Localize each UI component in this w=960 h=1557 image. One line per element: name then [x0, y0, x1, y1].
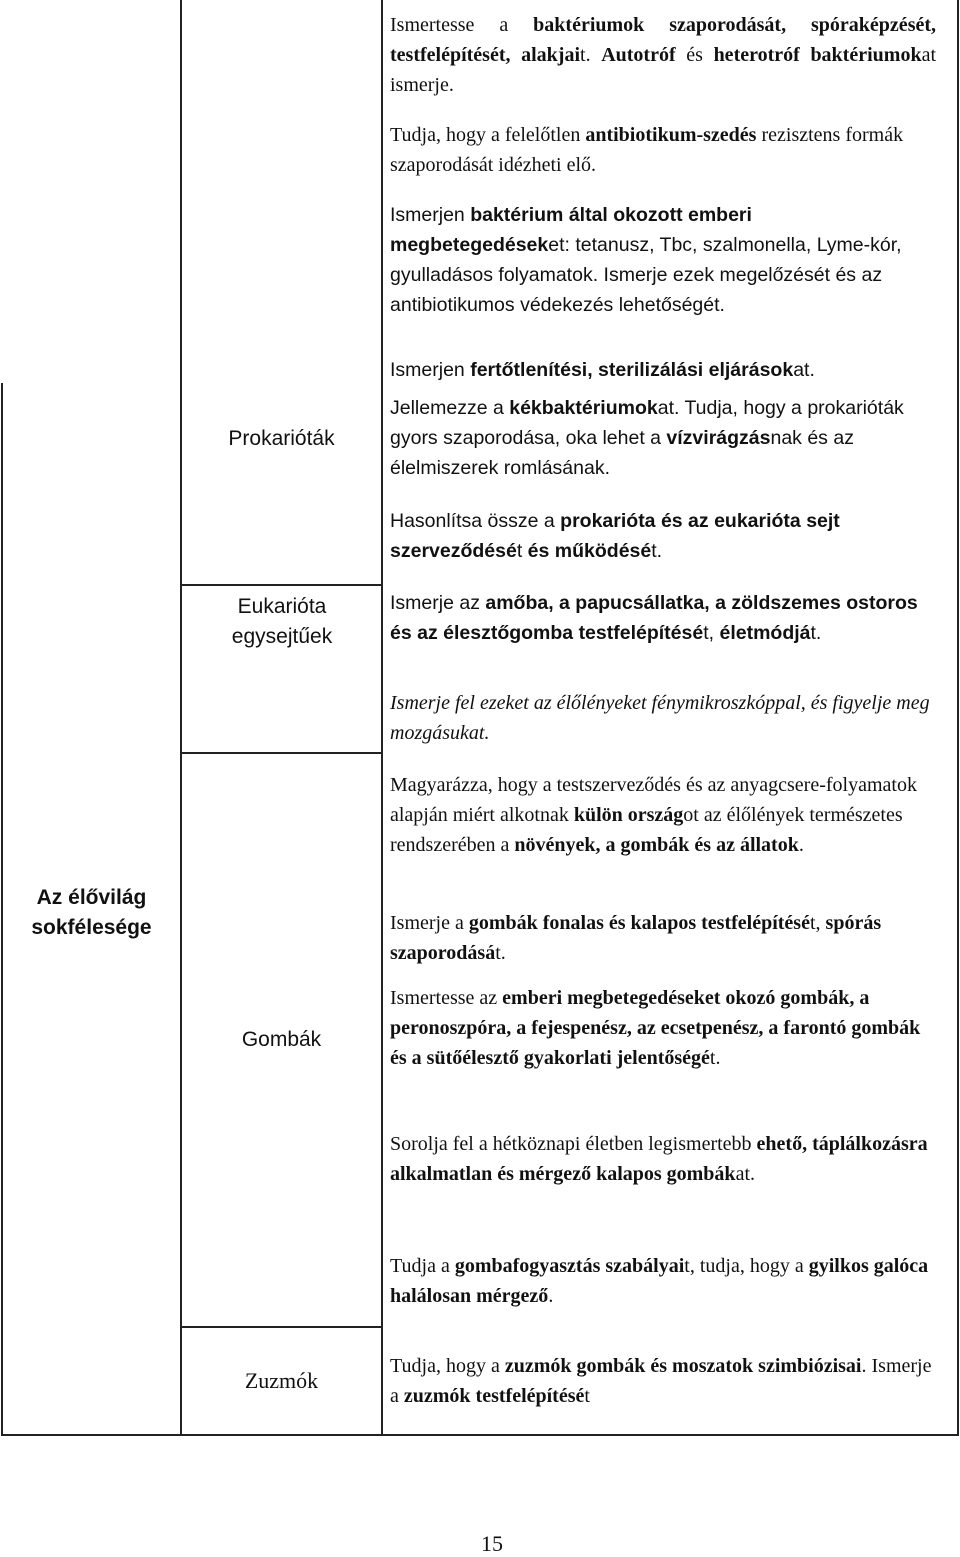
text-run: at. — [735, 1163, 755, 1185]
text-run: Ismerjen — [390, 204, 471, 226]
text-block — [390, 1129, 936, 1189]
text-run: antibiotikum-szedés — [585, 124, 757, 146]
text-run: prokarióta és az eukarióta sejt szerveződésé — [390, 510, 846, 562]
text-run: Sorolja fel a hétköznapi életben legismertebb — [390, 1133, 757, 1155]
text-run: baktérium által okozott emberi megbetegedések — [390, 204, 758, 256]
page-number: 15 — [481, 1531, 503, 1556]
text-run: zuzmók gombák és moszatok szimbiózisai — [504, 1355, 862, 1377]
text-run: spórás szaporodásá — [390, 912, 887, 964]
text-run: t. — [580, 44, 602, 66]
text-run: rezisztens formák szaporodását idézheti elő. — [390, 124, 909, 176]
text-run: at ismerje. — [390, 44, 941, 96]
text-run: t, — [809, 912, 826, 934]
text-run: Tudja, hogy a — [390, 1355, 505, 1377]
text-run: et: tetanusz, Tbc, szalmonella, Lyme-kór, gyulladásos folyamatok. Ismerje ezek megelőzését és az antibiotikumos védekezés lehetőségét. — [390, 234, 907, 316]
text-block — [390, 1351, 936, 1411]
text-run: t, tudja, hogy a — [684, 1255, 809, 1277]
text-block — [390, 506, 936, 566]
text-run: Ismerje fel ezeket az élőlényeket fénymikroszkóppal, és figyelje meg mozgásukat. — [390, 692, 935, 744]
text-run: külön ország — [573, 804, 684, 826]
text-run: növények, a gombák és az állatok — [514, 834, 799, 856]
subgroup-eukariota: Eukarióta egysejtűek — [231, 595, 333, 648]
text-run: zuzmók testfelépítésé — [403, 1385, 585, 1407]
text-block — [390, 688, 936, 748]
group-label: Az élővilág sokfélesége — [31, 886, 152, 939]
text-run: ot az élőlények természetes rendszerében a — [390, 804, 908, 856]
table-border-bottom — [1, 1434, 959, 1436]
text-run: t. — [495, 942, 506, 964]
subgroup-gombak: Gombák — [241, 1028, 322, 1051]
text-run: at. — [793, 359, 815, 381]
text-run: nak és az élelmiszerek romlásának. — [390, 427, 860, 479]
text-block — [390, 10, 942, 100]
text-run: t — [584, 1385, 590, 1407]
row-divider-eukariota — [181, 752, 383, 754]
row-divider-prokariotak — [181, 584, 383, 586]
text-run: heterotróf baktériumok — [713, 44, 922, 66]
text-block — [390, 588, 936, 648]
text-run: Ismerje az — [390, 592, 486, 614]
text-run: at. Tudja, hogy a prokarióták gyors szaporodása, oka lehet a — [390, 397, 910, 449]
table-border-right — [957, 0, 959, 1435]
text-block — [390, 200, 936, 320]
column-divider-1 — [180, 0, 182, 1435]
text-block — [390, 770, 936, 860]
text-run: t — [516, 540, 528, 562]
text-run: vízvirágzás — [666, 427, 771, 449]
text-run: t. — [709, 1047, 721, 1069]
column-divider-2 — [381, 0, 383, 1435]
text-run: Tudja, hogy a felelőtlen — [390, 124, 586, 146]
row-divider-gombak — [181, 1326, 383, 1328]
text-run: amőba, a papucsállatka, a zöldszemes ostoros és az élesztőgomba testfelépítésé — [390, 592, 924, 644]
text-block — [390, 908, 936, 968]
text-run: ehető, táplálkozásra alkalmatlan és mérgező kalapos gombák — [390, 1133, 933, 1185]
subgroup-prokariotak: Prokarióták — [228, 427, 335, 450]
text-run: és működésé — [527, 540, 652, 562]
text-run: t, — [703, 622, 720, 644]
text-run: . — [548, 1285, 554, 1307]
text-run: Hasonlítsa össze a — [390, 510, 561, 532]
text-run: Ismerjen — [390, 359, 471, 381]
text-run: . — [798, 834, 804, 856]
text-block — [390, 120, 936, 180]
text-run: . Ismerje a — [390, 1355, 937, 1407]
text-run: gombák fonalas és kalapos testfelépítésé — [468, 912, 810, 934]
text-block — [390, 355, 936, 385]
text-run: fertőtlenítési, sterilizálási eljárások — [470, 359, 794, 381]
text-run: Ismertesse az — [390, 987, 503, 1009]
text-run: t. — [810, 622, 822, 644]
text-run: és — [675, 44, 714, 66]
text-block — [390, 1251, 936, 1311]
text-run: Tudja a — [390, 1255, 455, 1277]
text-run: baktériumok szaporodását, spóraképzését, testfelépítését, alakjai — [390, 14, 942, 66]
text-run: kékbaktériumok — [509, 397, 658, 419]
text-run: Ismerje a — [390, 912, 469, 934]
text-run: t. — [651, 540, 663, 562]
subgroup-zuzmok: Zuzmók — [244, 1368, 319, 1393]
text-run: gyilkos galóca halálosan mérgező — [390, 1255, 934, 1307]
text-run: életmódjá — [719, 622, 811, 644]
text-block — [390, 983, 936, 1073]
text-run: Ismertesse a — [390, 14, 534, 36]
text-block — [390, 393, 936, 483]
text-run: Autotróf — [601, 44, 676, 66]
text-run: Magyarázza, hogy a testszerveződés és az anyagcsere-folyamatok alapján miért alkotnak — [390, 774, 922, 826]
text-run: emberi megbetegedéseket okozó gombák, a peronoszpóra, a fejespenész, az ecsetpenész, a farontó gombák és a sütőélesztő gyakorlati jelentőségé — [390, 987, 926, 1069]
text-run: gombafogyasztás szabályai — [454, 1255, 685, 1277]
text-run: Jellemezze a — [390, 397, 510, 419]
